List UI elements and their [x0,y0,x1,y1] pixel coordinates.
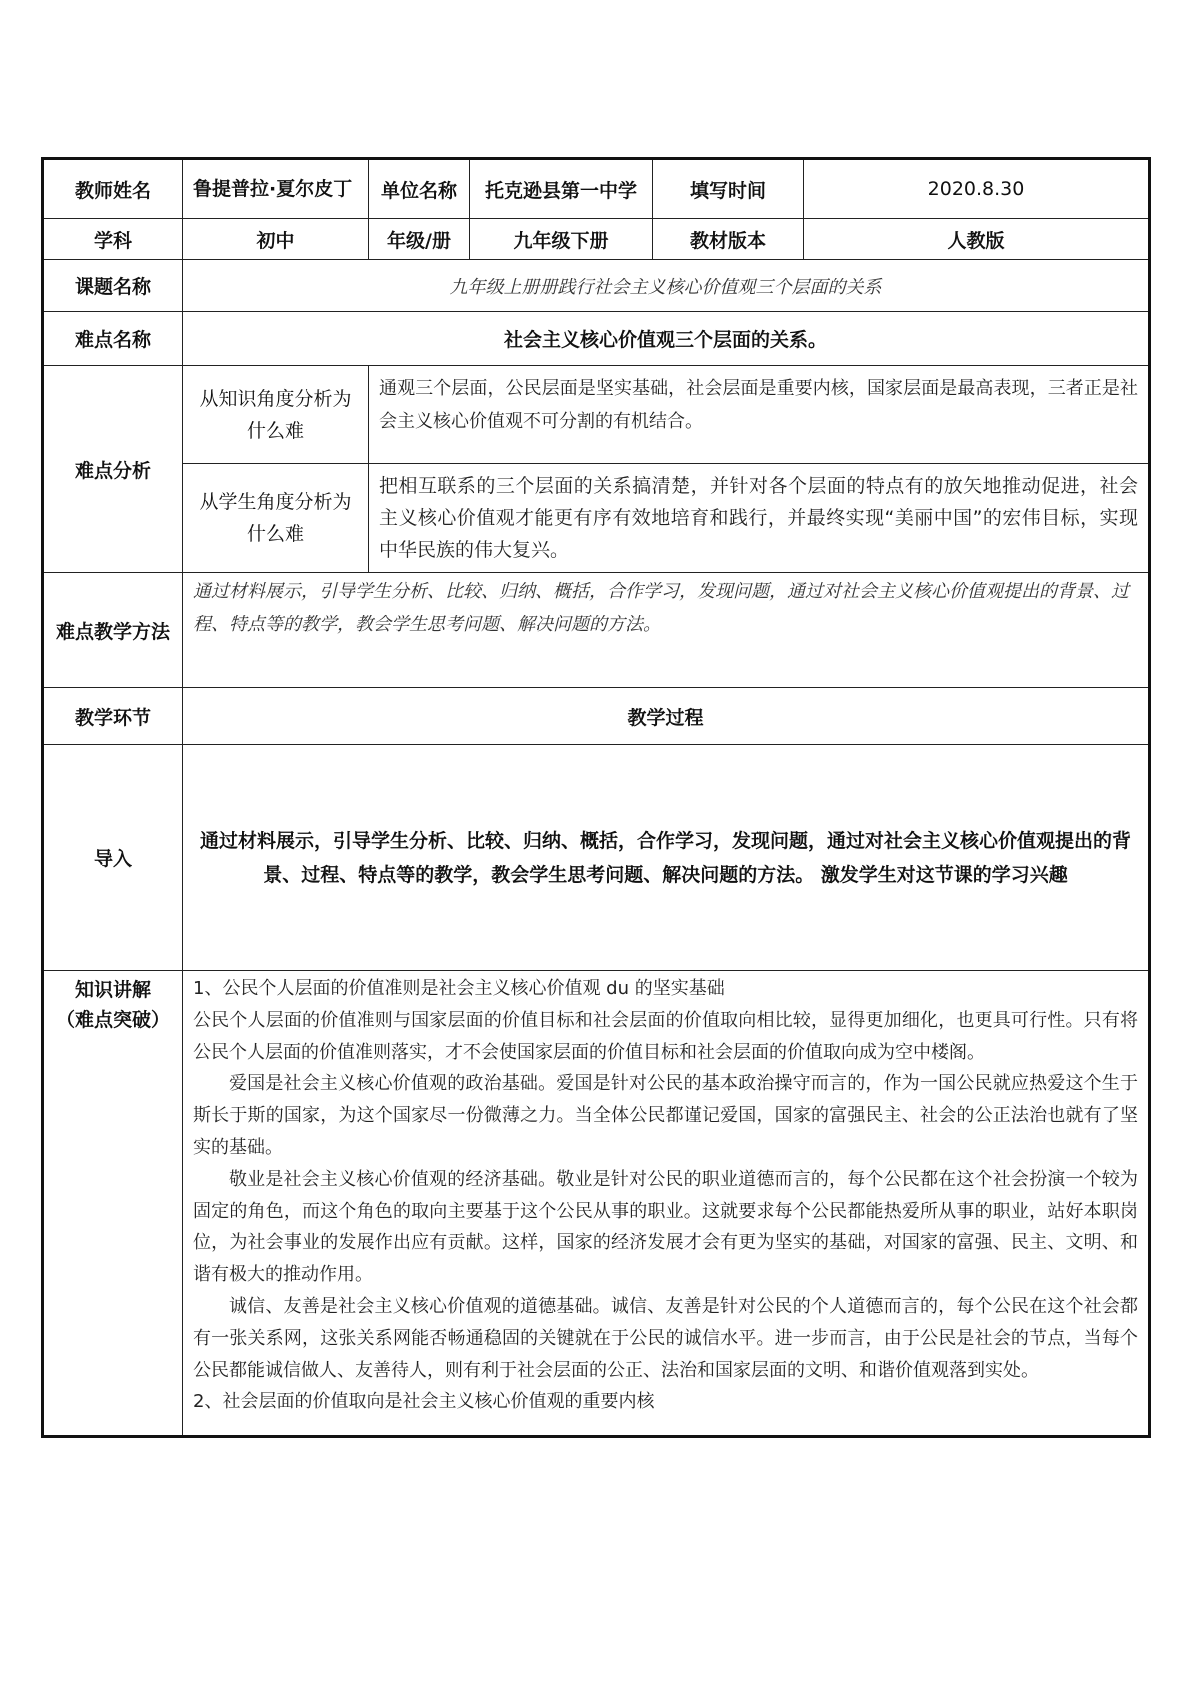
topic-label: 课题名称 [43,260,183,312]
student-angle-value: 把相互联系的三个层面的关系搞清楚，并针对各个层面的特点有的放矢地推动促进，社会主义核心价值观才能更有序有效地培育和践行，并最终实现“美丽中国”的宏伟目标，实现中华民族的伟大复兴。 [369,464,1150,573]
difficulty-label: 难点名称 [43,312,183,366]
grade-label: 年级/册 [369,219,470,260]
process-stage-label: 教学环节 [43,688,183,745]
header-row-1 [43,159,1150,219]
method-value: 通过材料展示，引导学生分析、比较、归纳、概括，合作学习，发现问题，通过对社会主义核心价值观提出的背景、过程、特点等的教学，教会学生思考问题、解决问题的方法。 [183,573,1150,688]
knowledge-angle-label: 从知识角度分析为什么难 [183,366,369,464]
edition-value: 人教版 [804,219,1150,260]
edition-label: 教材版本 [653,219,804,260]
intro-value: 通过材料展示，引导学生分析、比较、归纳、概括，合作学习，发现问题，通过对社会主义核心价值观提出的背景、过程、特点等的教学，教会学生思考问题、解决问题的方法。 激发学生对这节课的学习兴趣 [183,745,1150,971]
grade-value: 九年级下册 [470,219,653,260]
date-value: 2020.8.30 [804,159,1150,219]
knowledge-paragraph: 爱国是社会主义核心价值观的政治基础。爱国是针对公民的基本政治操守而言的，作为一国公民就应热爱这个生于斯长于斯的国家，为这个国家尽一份微薄之力。当全体公民都谨记爱国，国家的富强民主、社会的公正法治也就有了坚实的基础。 [193,1073,1138,1158]
header-row-2 [43,219,1150,260]
knowledge-label-line1: 知识讲解 [74,979,151,1001]
method-row [43,573,1150,688]
date-label: 填写时间 [653,159,804,219]
knowledge-angle-value: 通观三个层面，公民层面是坚实基础，社会层面是重要内核，国家层面是最高表现，三者正是社会主义核心价值观不可分割的有机结合。 [369,366,1150,464]
knowledge-row [43,971,1150,1437]
knowledge-label [43,971,183,1437]
analysis-knowledge-row [43,366,1150,464]
subject-value: 初中 [183,219,369,260]
topic-row [43,260,1150,312]
unit-value: 托克逊县第一中学 [470,159,653,219]
teacher-value: 鲁提普拉·夏尔皮丁 [183,159,369,219]
topic-value: 九年级上册册践行社会主义核心价值观三个层面的关系 [183,260,1150,312]
difficulty-value: 社会主义核心价值观三个层面的关系。 [183,312,1150,366]
process-header-row [43,688,1150,745]
method-label: 难点教学方法 [43,573,183,688]
process-content-label: 教学过程 [183,688,1150,745]
analysis-student-row [43,464,1150,573]
subject-label: 学科 [43,219,183,260]
lesson-plan-table [41,157,1151,1438]
knowledge-paragraph: 敬业是社会主义核心价值观的经济基础。敬业是针对公民的职业道德而言的，每个公民都在这个社会扮演一个较为固定的角色，而这个角色的取向主要基于这个公民从事的职业。这就要求每个公民都能热爱所从事的职业，站好本职岗位，为社会事业的发展作出应有贡献。这样，国家的经济发展才会有更为坚实的基础，对国家的富强、民主、文明、和谐有极大的推动作用。 [193,1168,1138,1286]
intro-label: 导入 [43,745,183,971]
knowledge-paragraph: 2、社会层面的价值取向是社会主义核心价值观的重要内核 [193,1391,655,1413]
teacher-label: 教师姓名 [43,159,183,219]
analysis-label: 难点分析 [43,366,183,573]
knowledge-label-line2: （难点突破） [55,1009,170,1031]
knowledge-paragraph: 诚信、友善是社会主义核心价值观的道德基础。诚信、友善是针对公民的个人道德而言的，每个公民在这个社会都有一张关系网，这张关系网能否畅通稳固的关键就在于公民的诚信水平。进一步而言，由于公民是社会的节点，当每个公民都能诚信做人、友善待人，则有利于社会层面的公正、法治和国家层面的文明、和谐价值观落到实处。 [193,1295,1138,1381]
intro-row [43,745,1150,971]
knowledge-paragraph: 1、公民个人层面的价值准则是社会主义核心价值观 du 的坚实基础 [193,978,725,999]
knowledge-paragraph: 公民个人层面的价值准则与国家层面的价值目标和社会层面的价值取向相比较，显得更加细化，也更具可行性。只有将公民个人层面的价值准则落实，才不会使国家层面的价值目标和社会层面的价值取向成为空中楼阁。 [193,1009,1138,1063]
difficulty-row [43,312,1150,366]
knowledge-content [183,971,1150,1437]
unit-label: 单位名称 [369,159,470,219]
student-angle-label: 从学生角度分析为什么难 [183,464,369,573]
